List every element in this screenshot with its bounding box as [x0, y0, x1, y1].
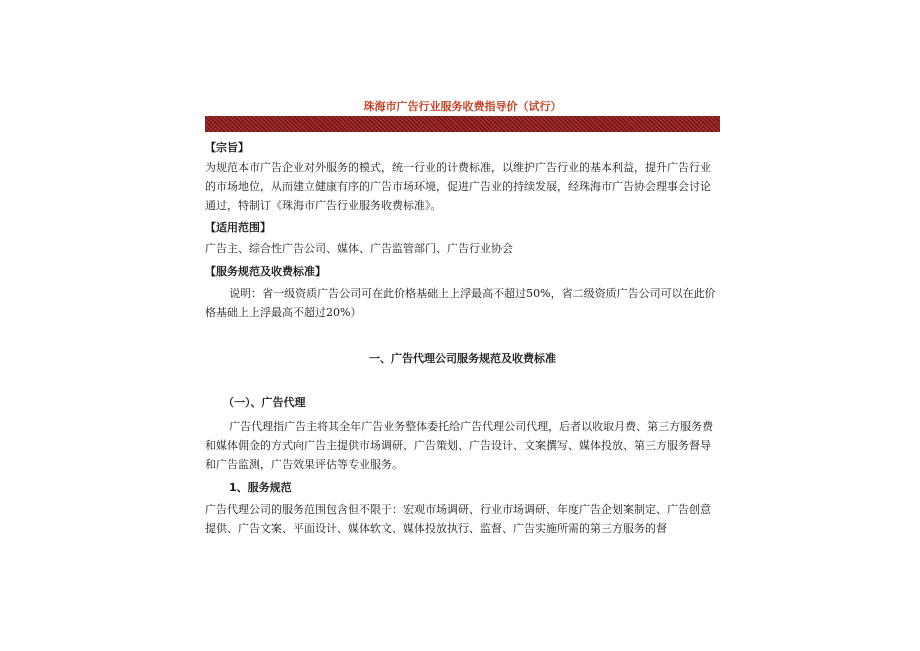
purpose-paragraph: 为规范本市广告企业对外服务的模式，统一行业的计费标准，以维护广告行业的基本利益，提升广告行业的市场地位，从而建立健康有序的广告市场环境，促进广告业的持续发展，经珠海市广告协会理事会讨论通过，特制订《珠海市广告行业服务收费标准》。	[205, 161, 711, 212]
chapter1-title: 一、广告代理公司服务规范及收费标准	[369, 352, 556, 365]
item1-paragraph: 广告代理公司的服务范围包含但不限于：宏观市场调研、行业市场调研、年度广告企划案制定、广告创意提供、广告文案、平面设计、媒体软文、媒体投放执行、监督、广告实施所需的第三方服务的督	[205, 503, 711, 535]
item1-title: 1、服务规范	[229, 481, 292, 494]
standard-note: 说明：省一级资质广告公司可在此价格基础上上浮最高不超过50%，省二级资质广告公司可以在此价格基础上上浮最高不超过20%）	[205, 287, 716, 319]
purpose-heading: 【宗旨】	[205, 141, 249, 154]
document-title: 珠海市广告行业服务收费指导价（试行）	[363, 100, 562, 113]
subsection1-paragraph: 广告代理指广告主将其全年广告业务整体委托给广告代理公司代理，后者以收取月费、第三方服务费和媒体佣金的方式向广告主提供市场调研、广告策划、广告设计、文案撰写、媒体投放、第三方服务督导和广告监测，广告效果评估等专业服务。	[205, 420, 714, 471]
subsection1-title: （一）、广告代理	[223, 396, 306, 409]
document-page	[205, 96, 720, 538]
scope-heading: 【适用范围】	[205, 221, 271, 234]
title-decorative-bar	[205, 116, 720, 132]
scope-paragraph: 广告主、综合性广告公司、媒体、广告监管部门、广告行业协会	[205, 242, 513, 255]
standard-heading: 【服务规范及收费标准】	[205, 265, 326, 278]
